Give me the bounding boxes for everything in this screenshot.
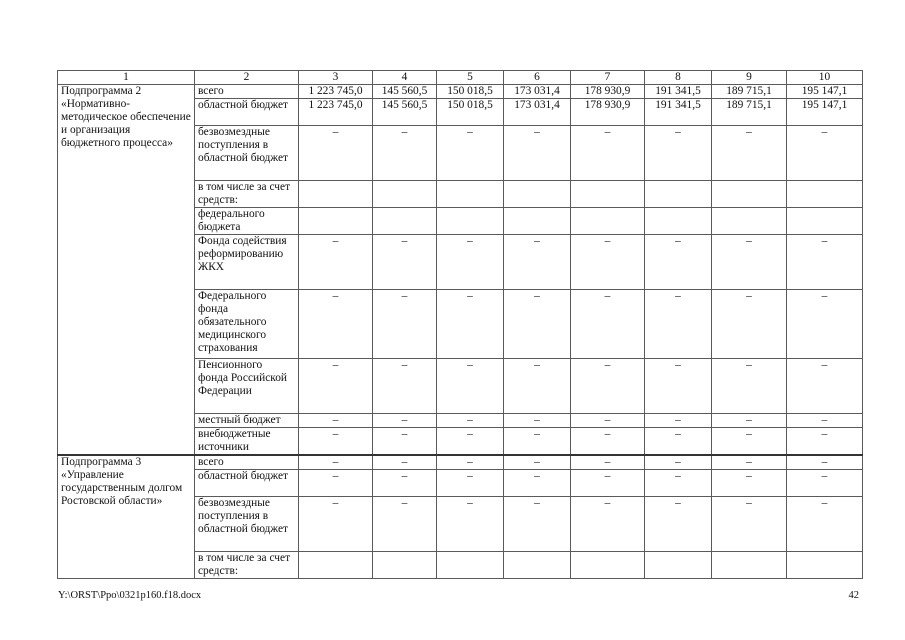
value-cell: – [437, 414, 504, 428]
value-cell: 1 223 745,0 [299, 99, 373, 126]
value-cell: – [712, 497, 787, 552]
value-cell: 189 715,1 [712, 99, 787, 126]
value-cell: 173 031,4 [504, 99, 571, 126]
source-label: внебюджетные источники [195, 428, 299, 456]
value-cell: – [571, 428, 645, 456]
value-cell: – [299, 290, 373, 359]
value-cell: – [299, 359, 373, 414]
value-cell: 178 930,9 [571, 99, 645, 126]
source-label: безвозмездные поступления в областной бюджет [195, 497, 299, 552]
value-cell [787, 552, 863, 579]
value-cell: – [712, 290, 787, 359]
value-cell: – [299, 455, 373, 470]
value-cell [787, 208, 863, 235]
column-number-row [58, 71, 863, 85]
value-cell: – [437, 455, 504, 470]
value-cell: – [373, 235, 437, 290]
value-cell: – [712, 455, 787, 470]
source-label: Фонда содействия реформированию ЖКХ [195, 235, 299, 290]
value-cell [712, 181, 787, 208]
value-cell: – [645, 470, 712, 497]
value-cell: – [373, 126, 437, 181]
value-cell: – [645, 359, 712, 414]
value-cell: – [504, 235, 571, 290]
value-cell: – [373, 497, 437, 552]
table-row [58, 85, 863, 99]
value-cell: – [437, 126, 504, 181]
value-cell: – [437, 359, 504, 414]
value-cell: – [504, 455, 571, 470]
column-number-cell: 4 [373, 71, 437, 85]
source-label: областной бюджет [195, 470, 299, 497]
value-cell: – [571, 497, 645, 552]
value-cell [787, 181, 863, 208]
value-cell: 191 341,5 [645, 99, 712, 126]
value-cell: – [504, 126, 571, 181]
column-number-cell: 1 [58, 71, 195, 85]
value-cell: – [787, 497, 863, 552]
value-cell [712, 208, 787, 235]
value-cell [299, 552, 373, 579]
column-number-cell: 3 [299, 71, 373, 85]
value-cell: – [645, 455, 712, 470]
source-label: Федерального фонда обязательного медицинского страхования [195, 290, 299, 359]
value-cell [373, 552, 437, 579]
value-cell [437, 208, 504, 235]
value-cell: 195 147,1 [787, 99, 863, 126]
value-cell [571, 181, 645, 208]
subprogram-title: Подпрограмма 3 «Управление государственным долгом Ростовской области» [58, 455, 195, 579]
value-cell [645, 208, 712, 235]
value-cell: – [571, 235, 645, 290]
column-number-cell: 6 [504, 71, 571, 85]
value-cell: – [571, 359, 645, 414]
value-cell: – [571, 414, 645, 428]
value-cell: – [504, 290, 571, 359]
value-cell: – [645, 126, 712, 181]
value-cell: 178 930,9 [571, 85, 645, 99]
value-cell: – [712, 470, 787, 497]
value-cell: 189 715,1 [712, 85, 787, 99]
source-label: областной бюджет [195, 99, 299, 126]
value-cell: – [299, 470, 373, 497]
value-cell: – [712, 428, 787, 456]
value-cell: 173 031,4 [504, 85, 571, 99]
value-cell [571, 208, 645, 235]
value-cell [504, 181, 571, 208]
column-number-cell: 5 [437, 71, 504, 85]
value-cell [437, 552, 504, 579]
value-cell: – [373, 455, 437, 470]
value-cell: – [299, 497, 373, 552]
value-cell [437, 181, 504, 208]
value-cell: – [504, 470, 571, 497]
value-cell: – [299, 428, 373, 456]
value-cell [373, 208, 437, 235]
value-cell: – [571, 126, 645, 181]
value-cell: 191 341,5 [645, 85, 712, 99]
value-cell: 150 018,5 [437, 99, 504, 126]
value-cell: – [373, 290, 437, 359]
column-number-cell: 10 [787, 71, 863, 85]
source-label: безвозмездные поступления в областной бюджет [195, 126, 299, 181]
value-cell: – [645, 497, 712, 552]
source-label: Пенсионного фонда Российской Федерации [195, 359, 299, 414]
column-number-cell: 7 [571, 71, 645, 85]
value-cell: – [299, 235, 373, 290]
value-cell: – [437, 497, 504, 552]
table-body [58, 71, 863, 579]
column-number-cell: 2 [195, 71, 299, 85]
value-cell: – [787, 359, 863, 414]
column-number-cell: 8 [645, 71, 712, 85]
value-cell: – [712, 126, 787, 181]
value-cell: – [504, 359, 571, 414]
value-cell: – [787, 290, 863, 359]
value-cell [645, 181, 712, 208]
value-cell: 150 018,5 [437, 85, 504, 99]
value-cell: – [437, 470, 504, 497]
value-cell: – [437, 235, 504, 290]
value-cell [645, 552, 712, 579]
value-cell: – [504, 414, 571, 428]
value-cell: – [437, 428, 504, 456]
value-cell: – [645, 290, 712, 359]
value-cell: – [712, 414, 787, 428]
value-cell: – [373, 470, 437, 497]
value-cell [712, 552, 787, 579]
subprogram-title: Подпрограмма 2 «Нормативно-методическое обеспечение и организация бюджетного процесса» [58, 85, 195, 456]
value-cell: – [373, 414, 437, 428]
value-cell [299, 208, 373, 235]
source-label: федерального бюджета [195, 208, 299, 235]
value-cell [299, 181, 373, 208]
value-cell: – [787, 235, 863, 290]
value-cell: – [571, 290, 645, 359]
value-cell: – [504, 497, 571, 552]
budget-table [57, 70, 863, 579]
value-cell: 145 560,5 [373, 99, 437, 126]
source-label: в том числе за счет средств: [195, 552, 299, 579]
value-cell: 195 147,1 [787, 85, 863, 99]
value-cell: 1 223 745,0 [299, 85, 373, 99]
value-cell [504, 208, 571, 235]
value-cell: 145 560,5 [373, 85, 437, 99]
value-cell: – [787, 455, 863, 470]
value-cell: – [712, 235, 787, 290]
value-cell: – [787, 470, 863, 497]
value-cell: – [787, 414, 863, 428]
source-label: всего [195, 455, 299, 470]
value-cell [504, 552, 571, 579]
value-cell: – [645, 428, 712, 456]
value-cell: – [504, 428, 571, 456]
value-cell: – [299, 126, 373, 181]
value-cell: – [373, 428, 437, 456]
value-cell [571, 552, 645, 579]
column-number-cell: 9 [712, 71, 787, 85]
value-cell: – [571, 455, 645, 470]
value-cell: – [299, 414, 373, 428]
value-cell [373, 181, 437, 208]
table-row [58, 455, 863, 470]
value-cell: – [645, 235, 712, 290]
value-cell: – [571, 470, 645, 497]
value-cell: – [645, 414, 712, 428]
source-label: местный бюджет [195, 414, 299, 428]
value-cell: – [437, 290, 504, 359]
source-label: всего [195, 85, 299, 99]
value-cell: – [712, 359, 787, 414]
value-cell: – [787, 126, 863, 181]
page-number: 42 [848, 590, 859, 601]
value-cell: – [373, 359, 437, 414]
file-path: Y:\ORST\Ppo\0321p160.f18.docx [58, 590, 202, 601]
value-cell: – [787, 428, 863, 456]
source-label: в том числе за счет средств: [195, 181, 299, 208]
